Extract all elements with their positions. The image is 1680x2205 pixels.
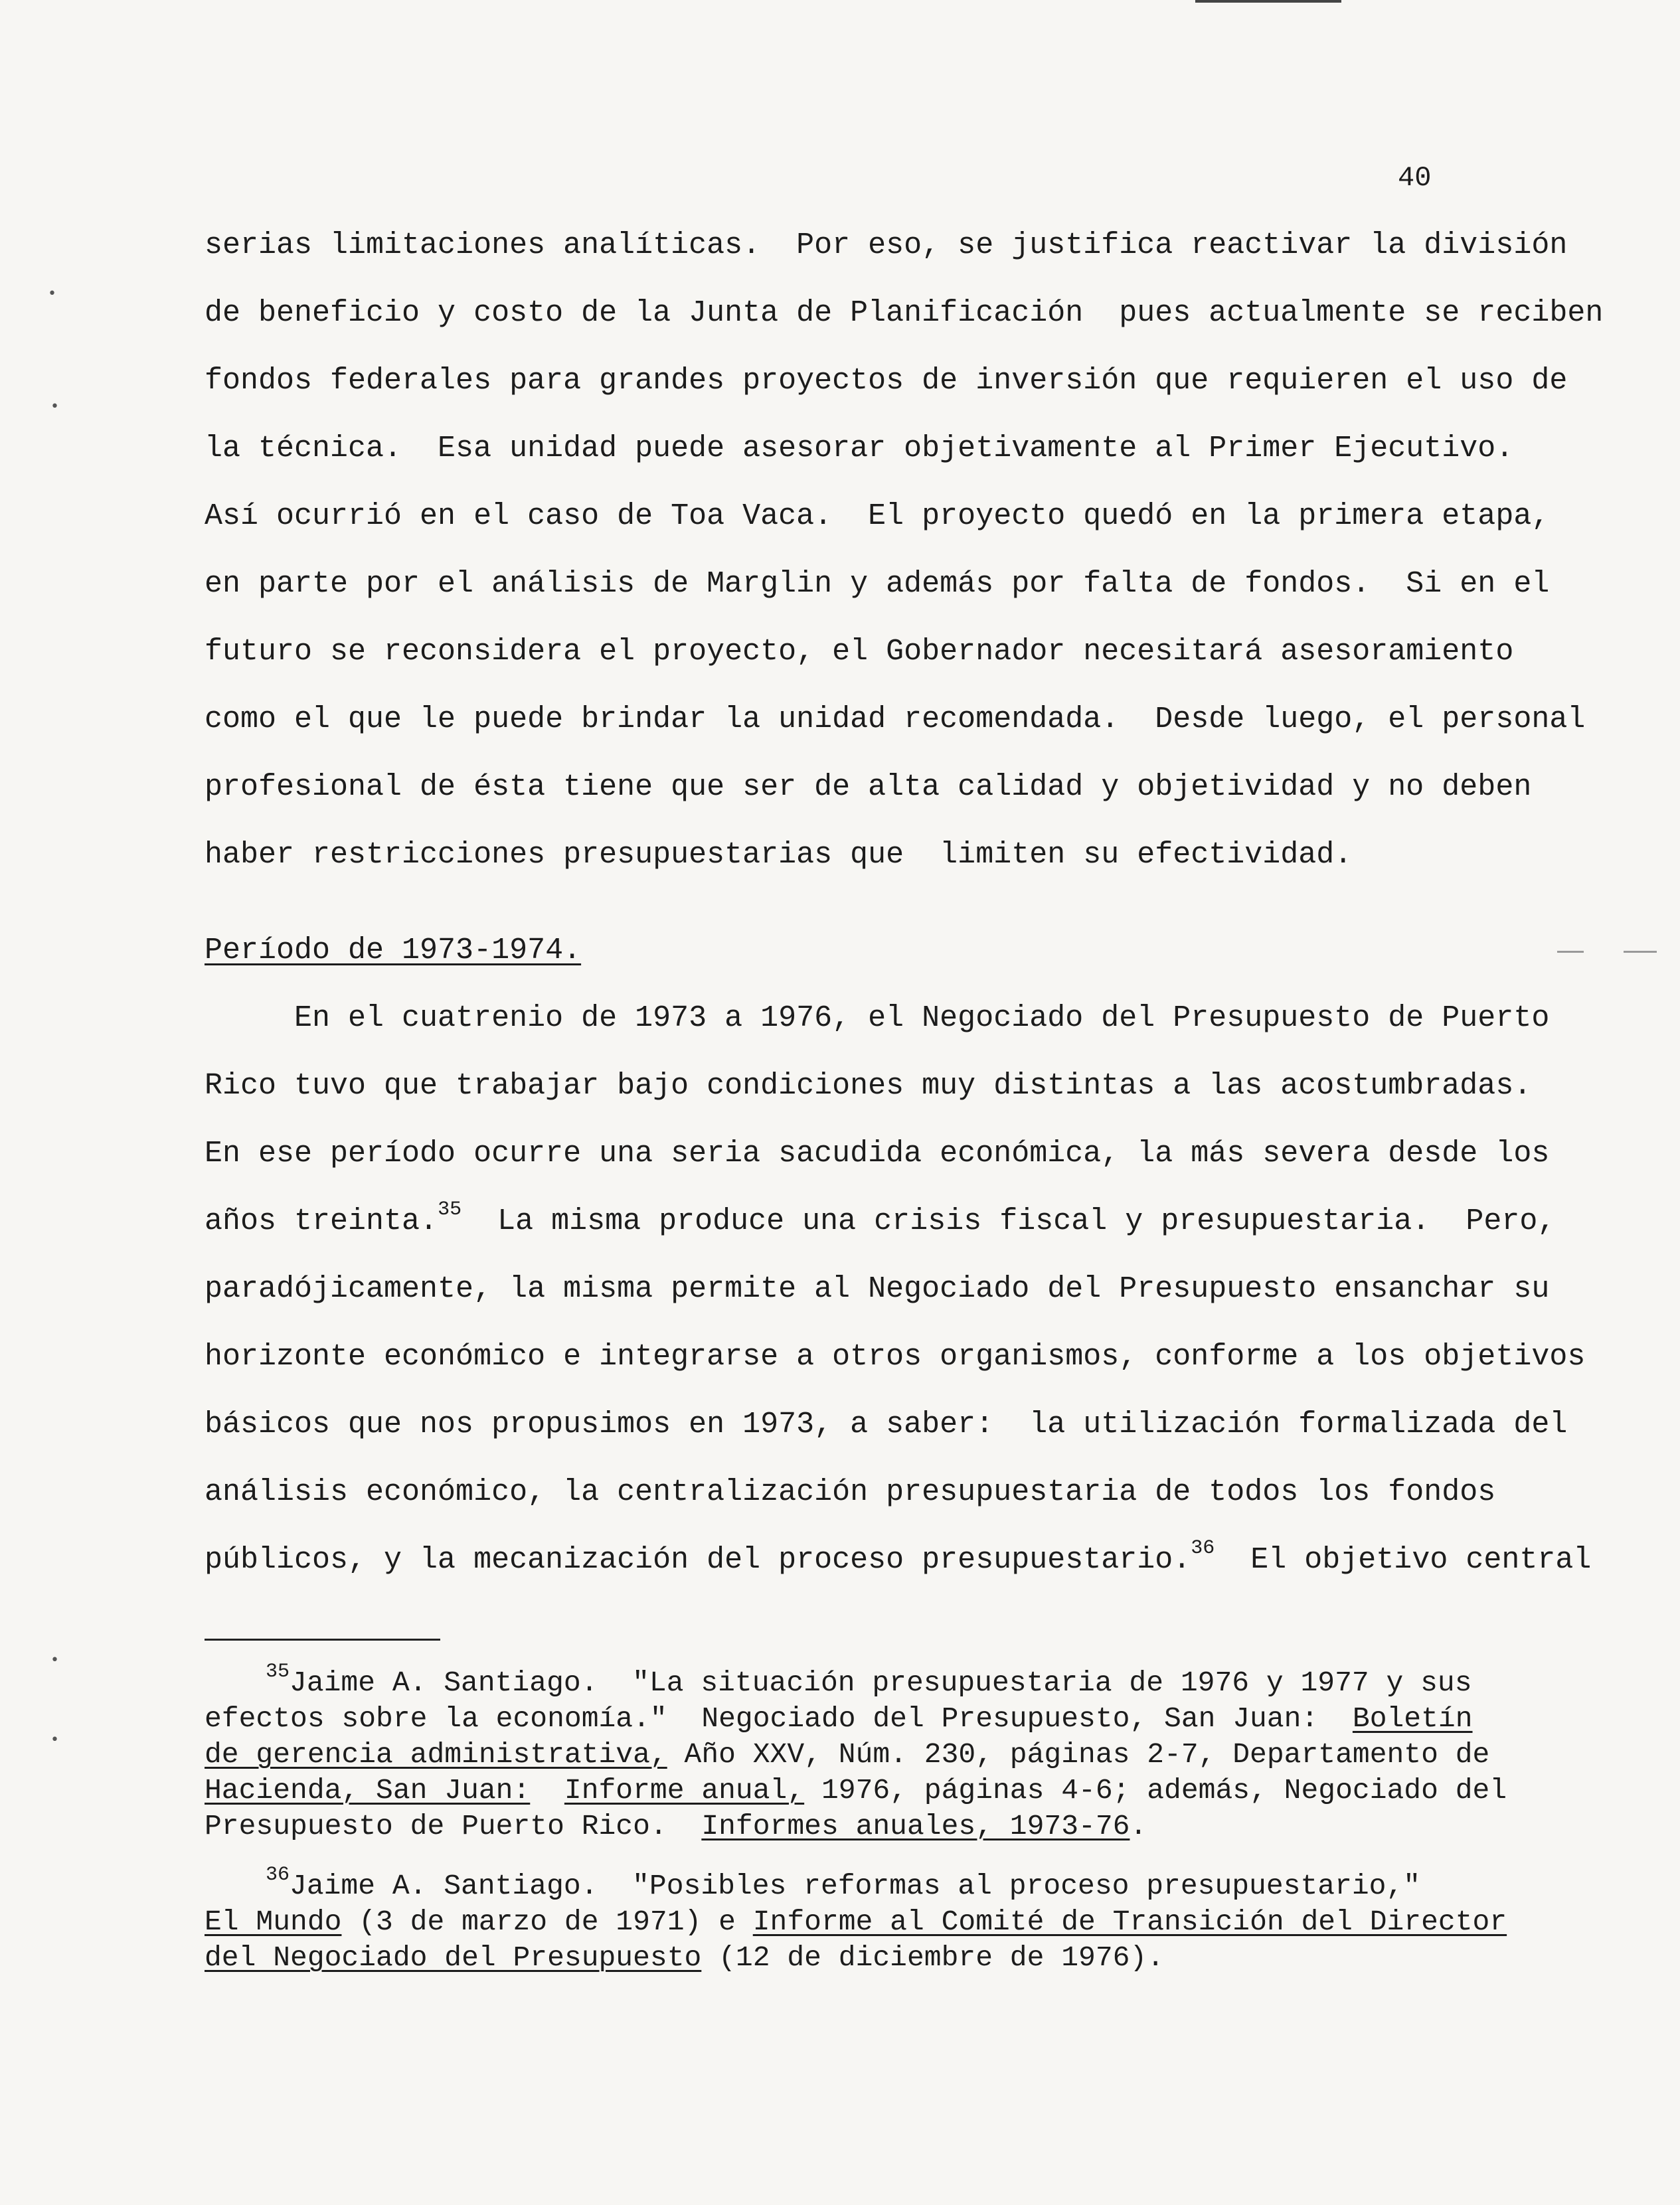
text-segment: (3 de marzo de 1971) e — [341, 1906, 753, 1938]
footnote-line — [205, 1940, 1164, 1976]
text-line: en parte por el análisis de Marglin y además por falta de fondos. Si en el — [205, 567, 1550, 601]
footnote-line — [266, 1863, 1421, 1904]
text-segment: públicos, y la mecanización del proceso presupuestario. — [205, 1543, 1191, 1577]
margin-speck: • — [50, 398, 59, 415]
text-line: la técnica. Esa unidad puede asesorar objetivamente al Primer Ejecutivo. — [205, 432, 1514, 465]
text-segment — [530, 1774, 564, 1807]
underlined-title: Informe al Comité de Transición del Director — [752, 1906, 1507, 1938]
text-segment: Jaime A. Santiago. "Posibles reformas al proceso presupuestario," — [290, 1870, 1421, 1902]
text-line: básicos que nos propusimos en 1973, a saber: la utilización formalizada del — [205, 1408, 1568, 1441]
margin-speck: • — [50, 1732, 59, 1748]
underlined-title: Boletín — [1352, 1702, 1473, 1735]
underlined-title: El Mundo — [205, 1906, 342, 1938]
footnote-line — [205, 1904, 1507, 1940]
underlined-title: Informe anual, — [564, 1774, 805, 1807]
text-segment: Presupuesto de Puerto Rico. — [205, 1810, 702, 1842]
section-heading: Período de 1973-1974. — [205, 934, 582, 967]
text-line: como el que le puede brindar la unidad recomendada. Desde luego, el personal — [205, 702, 1586, 736]
margin-speck: • — [48, 286, 56, 302]
text-line: profesional de ésta tiene que ser de alta calidad y objetividad y no deben — [205, 770, 1532, 804]
text-line — [205, 1537, 1592, 1580]
footnote-marker: 35 — [266, 1660, 290, 1683]
footnote-divider — [205, 1639, 440, 1641]
text-line: futuro se reconsidera el proyecto, el Gobernador necesitará asesoramiento — [205, 635, 1514, 669]
text-segment: . — [1130, 1810, 1147, 1842]
text-line: En el cuatrenio de 1973 a 1976, el Negociado del Presupuesto de Puerto — [205, 1001, 1550, 1035]
edge-dash — [1557, 951, 1584, 953]
text-segment: La misma produce una crisis fiscal y presupuestaria. Pero, — [462, 1204, 1556, 1238]
text-segment: años treinta. — [205, 1204, 438, 1238]
text-line: de beneficio y costo de la Junta de Planificación pues actualmente se reciben — [205, 296, 1604, 330]
text-segment: 1976, páginas 4-6; además, Negociado del — [804, 1774, 1507, 1807]
text-line: En ese período ocurre una seria sacudida económica, la más severa desde los — [205, 1137, 1550, 1171]
text-segment: El objetivo central — [1215, 1543, 1592, 1577]
footnote-line — [205, 1701, 1473, 1737]
text-segment: (12 de diciembre de 1976). — [701, 1941, 1165, 1974]
underlined-title: Informes anuales, 1973-76 — [701, 1810, 1130, 1842]
text-line: horizonte económico e integrarse a otros organismos, conforme a los objetivos — [205, 1340, 1586, 1374]
text-line: Así ocurrió en el caso de Toa Vaca. El proyecto quedó en la primera etapa, — [205, 499, 1550, 533]
text-line: haber restricciones presupuestarias que limiten su efectividad. — [205, 838, 1353, 872]
underlined-title: de gerencia administrativa, — [205, 1738, 667, 1771]
text-line: serias limitaciones analíticas. Por eso, se justifica reactivar la división — [205, 228, 1568, 262]
footnote-reference: 35 — [438, 1198, 462, 1221]
footnote-reference: 36 — [1191, 1537, 1215, 1560]
underlined-title: del Negociado del Presupuesto — [205, 1941, 702, 1974]
footnote-marker: 36 — [266, 1863, 290, 1886]
text-line: análisis económico, la centralización presupuestaria de todos los fondos — [205, 1475, 1496, 1509]
footnote-line — [205, 1737, 1489, 1773]
footnote-line — [266, 1660, 1472, 1701]
footnote-line — [205, 1773, 1507, 1809]
edge-dash — [1624, 951, 1657, 953]
text-segment: Año XXV, Núm. 230, páginas 2-7, Departamento de — [667, 1738, 1490, 1771]
text-line: Rico tuvo que trabajar bajo condiciones muy distintas a las acostumbradas. — [205, 1069, 1532, 1103]
underlined-title: Hacienda, San Juan: — [205, 1774, 531, 1807]
text-line: paradójicamente, la misma permite al Negociado del Presupuesto ensanchar su — [205, 1272, 1550, 1306]
scan-edge-mark — [1195, 0, 1341, 3]
text-line — [205, 1198, 1556, 1242]
text-segment: Jaime A. Santiago. "La situación presupuestaria de 1976 y 1977 y sus — [290, 1667, 1472, 1699]
text-segment: efectos sobre la economía." Negociado del Presupuesto, San Juan: — [205, 1702, 1353, 1735]
page-number: 40 — [1398, 162, 1432, 194]
margin-speck: • — [50, 1652, 59, 1669]
text-line: fondos federales para grandes proyectos de inversión que requieren el uso de — [205, 364, 1568, 398]
footnote-line — [205, 1809, 1147, 1844]
